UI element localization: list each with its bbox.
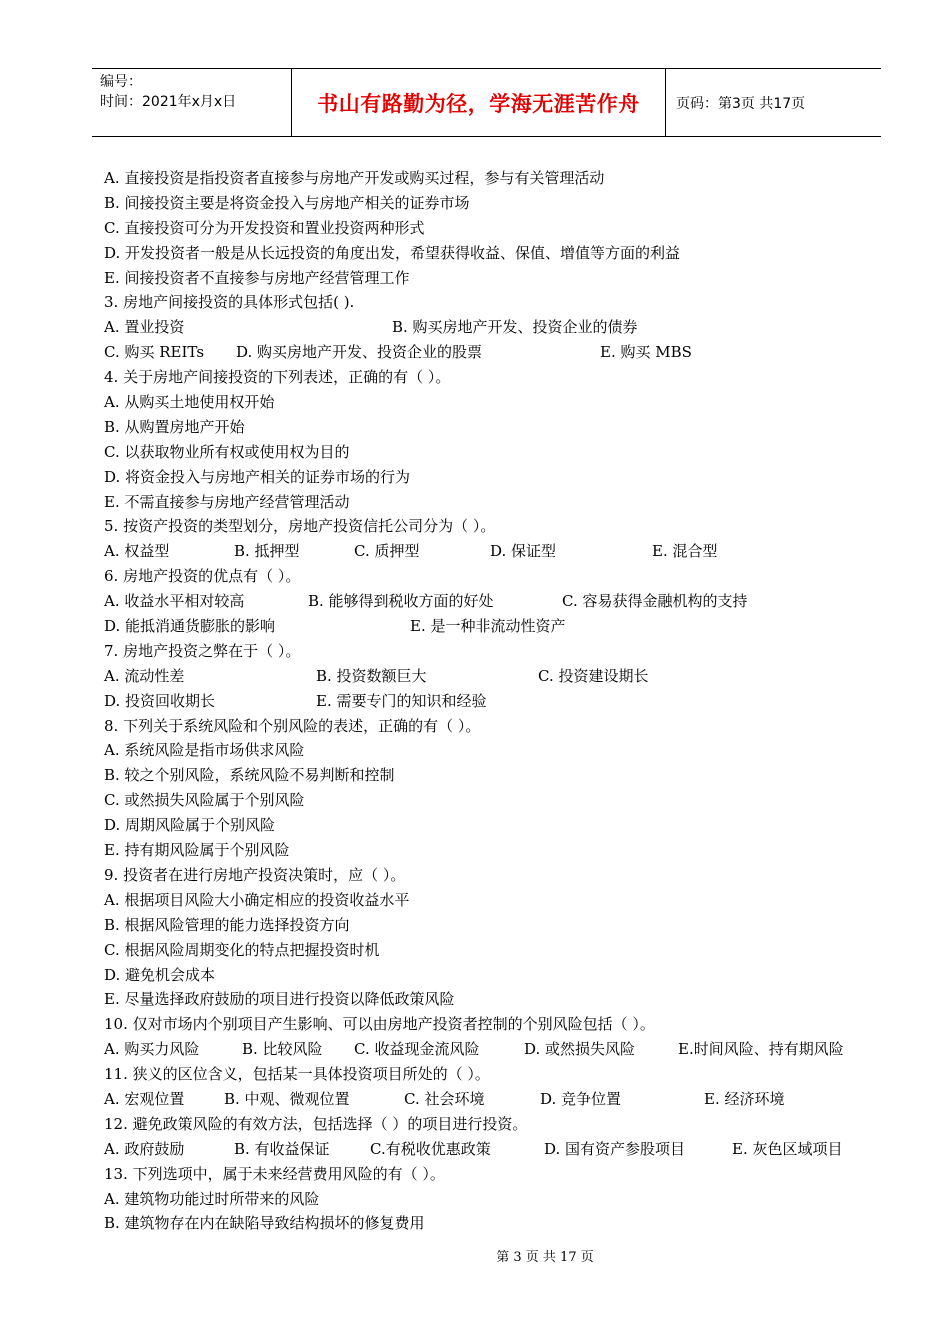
option-cell: A. 宏观位置 [104, 1089, 185, 1108]
option-cell: A. 置业投资 [104, 318, 185, 337]
option-cell: B. 抵押型 [234, 542, 300, 561]
option-cell: D. 保证型 [490, 542, 557, 561]
text-line: B. 间接投资主要是将资金投入与房地产相关的证券市场 [104, 193, 470, 212]
header-meta [92, 69, 292, 136]
option-cell: E. 灰色区域项目 [732, 1139, 843, 1158]
option-cell: D. 能抵消通货膨胀的影响 [104, 617, 276, 636]
text-line: 6. 房地产投资的优点有（ ）。 [104, 567, 301, 586]
text-line: E. 间接投资者不直接参与房地产经营管理工作 [104, 268, 410, 287]
option-cell: B. 能够得到税收方面的好处 [308, 592, 494, 611]
text-line: E. 持有期风险属于个别风险 [104, 841, 290, 860]
text-line: C. 根据风险周期变化的特点把握投资时机 [104, 940, 380, 959]
text-line: 12. 避免政策风险的有效方法，包括选择（ ）的项目进行投资。 [104, 1114, 528, 1133]
text-line: 9. 投资者在进行房地产投资决策时，应（ ）。 [104, 865, 406, 884]
document-body [104, 166, 894, 1236]
option-cell: A. 权益型 [104, 542, 170, 561]
text-line: 4. 关于房地产间接投资的下列表述，正确的有（ ）。 [104, 368, 451, 387]
text-line: A. 根据项目风险大小确定相应的投资收益水平 [104, 890, 410, 909]
text-line: E. 尽量选择政府鼓励的项目进行投资以降低政策风险 [104, 990, 455, 1009]
text-line: D. 周期风险属于个别风险 [104, 816, 276, 835]
option-cell: C. 购买 REITs [104, 343, 205, 362]
text-line: 11. 狭义的区位含义，包括某一具体投资项目所处的（ ）。 [104, 1065, 490, 1084]
page-footer: 第 3 页 共 17 页 [496, 1250, 594, 1265]
text-line: B. 建筑物存在内在缺陷导致结构损坏的修复费用 [104, 1214, 425, 1233]
option-row [104, 614, 894, 639]
text-line: C. 以获取物业所有权或使用权为目的 [104, 442, 350, 461]
text-line: 7. 房地产投资之弊在于（ ）。 [104, 641, 301, 660]
option-cell: B. 比较风险 [242, 1040, 323, 1059]
text-line: D. 开发投资者一般是从长远投资的角度出发，希望获得收益、保值、增值等方面的利益 [104, 243, 681, 262]
option-cell: C.有税收优惠政策 [370, 1139, 491, 1158]
option-row [104, 664, 894, 689]
header-code: 编号： [100, 74, 142, 90]
option-cell: A. 购买力风险 [104, 1040, 200, 1059]
page-header [92, 68, 881, 137]
option-cell: D. 购买房地产开发、投资企业的股票 [236, 343, 483, 362]
option-cell: A. 收益水平相对较高 [104, 592, 245, 611]
option-row [104, 315, 894, 340]
option-cell: E. 经济环境 [704, 1089, 785, 1108]
option-cell: C. 社会环境 [404, 1089, 485, 1108]
text-line: 13. 下列选项中，属于未来经营费用风险的有（ ）。 [104, 1164, 445, 1183]
option-row [104, 589, 894, 614]
text-line: 5. 按资产投资的类型划分，房地产投资信托公司分为（ ）。 [104, 517, 496, 536]
text-line: A. 直接投资是指投资者直接参与房地产开发或购买过程，参与有关管理活动 [104, 169, 605, 187]
option-cell: A. 政府鼓励 [104, 1139, 185, 1158]
header-page-number: 页码：第3页 共17页 [676, 95, 806, 112]
option-cell: E. 购买 MBS [600, 343, 692, 362]
option-cell: B. 投资数额巨大 [316, 666, 427, 685]
option-cell: B. 中观、微观位置 [224, 1089, 350, 1108]
option-cell: E.时间风险、持有期风险 [678, 1040, 844, 1059]
option-cell: A. 流动性差 [104, 666, 185, 685]
option-row [104, 1037, 894, 1062]
option-cell: B. 有收益保证 [234, 1139, 330, 1158]
option-cell: C. 收益现金流风险 [354, 1040, 480, 1059]
option-cell: D. 国有资产参股项目 [544, 1139, 686, 1158]
option-cell: E. 是一种非流动性资产 [410, 617, 566, 636]
text-line: B. 从购置房地产开始 [104, 417, 245, 436]
text-line: 3. 房地产间接投资的具体形式包括( ). [104, 293, 355, 312]
option-row [104, 539, 894, 564]
text-line: A. 建筑物功能过时所带来的风险 [104, 1189, 320, 1208]
text-line: B. 较之个别风险，系统风险不易判断和控制 [104, 766, 395, 785]
option-row [104, 1087, 894, 1112]
option-cell: C. 投资建设期长 [538, 666, 649, 685]
option-cell: C. 质押型 [354, 542, 420, 561]
text-line: C. 或然损失风险属于个别风险 [104, 791, 305, 810]
option-cell: D. 投资回收期长 [104, 691, 216, 710]
text-line: 10. 仅对市场内个别项目产生影响、可以由房地产投资者控制的个别风险包括（ ）。 [104, 1015, 655, 1034]
option-cell: D. 竞争位置 [540, 1089, 622, 1108]
option-row [104, 340, 894, 365]
text-line: C. 直接投资可分为开发投资和置业投资两种形式 [104, 218, 425, 237]
text-line: A. 系统风险是指市场供求风险 [104, 741, 305, 760]
text-line: 8. 下列关于系统风险和个别风险的表述，正确的有（ ）。 [104, 716, 481, 735]
text-line: B. 根据风险管理的能力选择投资方向 [104, 915, 350, 934]
text-line: D. 避免机会成本 [104, 965, 216, 984]
option-row [104, 1137, 894, 1162]
text-line: A. 从购买土地使用权开始 [104, 393, 275, 412]
text-line: D. 将资金投入与房地产相关的证券市场的行为 [104, 467, 411, 486]
header-time: 时间：2021年x月x日 [100, 94, 237, 110]
option-cell: E. 混合型 [652, 542, 718, 561]
option-cell: D. 或然损失风险 [524, 1040, 636, 1059]
option-cell: C. 容易获得金融机构的支持 [562, 592, 748, 611]
option-cell: B. 购买房地产开发、投资企业的债券 [392, 318, 638, 337]
text-line: E. 不需直接参与房地产经营管理活动 [104, 492, 350, 511]
header-motto: 书山有路勤为径，学海无涯苦作舟 [292, 69, 666, 136]
option-cell: E. 需要专门的知识和经验 [316, 691, 487, 710]
option-row [104, 689, 894, 714]
